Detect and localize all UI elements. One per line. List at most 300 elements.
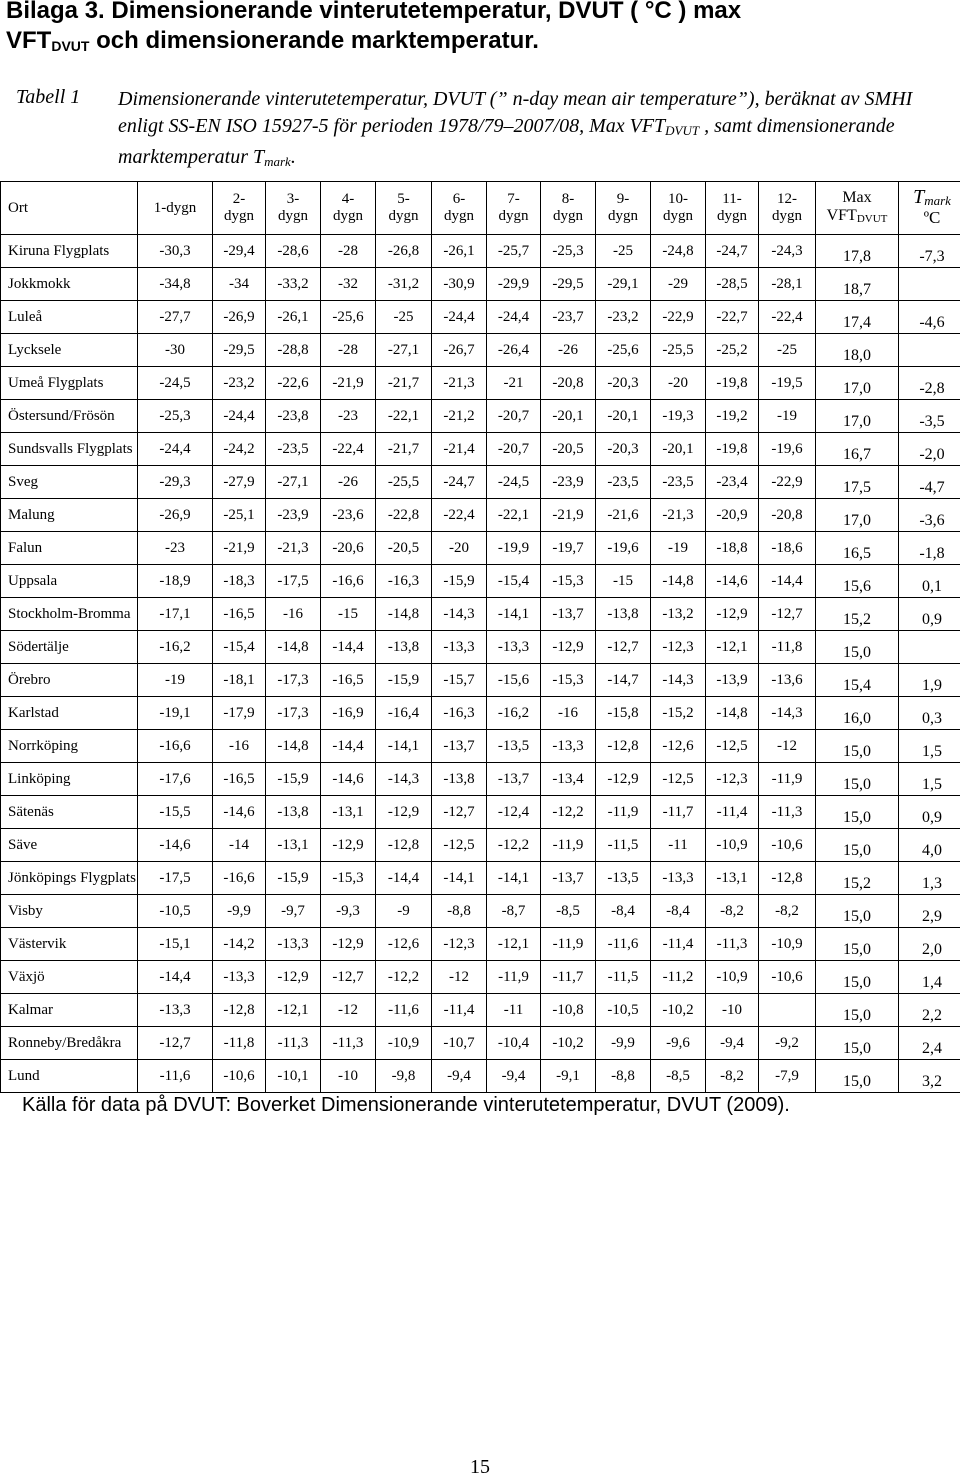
cell-ort: Linköping <box>1 763 138 796</box>
cell-dygn-9: -11,9 <box>596 796 651 829</box>
cell-dygn-10: -15,2 <box>651 697 706 730</box>
cell-dygn-8: -11,9 <box>541 928 596 961</box>
cell-dygn-11: -8,2 <box>706 1060 759 1093</box>
cell-max-vft: 16,0 <box>816 697 899 730</box>
cell-dygn-2: -12,8 <box>213 994 266 1027</box>
cell-t-mark: -2,8 <box>899 367 960 400</box>
cell-dygn-1: -30,3 <box>138 235 213 268</box>
cell-dygn-1: -25,3 <box>138 400 213 433</box>
cell-dygn-11: -14,8 <box>706 697 759 730</box>
cell-dygn-1: -17,1 <box>138 598 213 631</box>
cell-dygn-9: -8,4 <box>596 895 651 928</box>
cell-dygn-7: -9,4 <box>487 1060 541 1093</box>
cell-ort: Visby <box>1 895 138 928</box>
cell-dygn-10: -11,7 <box>651 796 706 829</box>
cell-dygn-11: -25,2 <box>706 334 759 367</box>
cell-dygn-12 <box>759 994 816 1027</box>
cell-t-mark: 0,3 <box>899 697 960 730</box>
cell-t-mark <box>899 334 960 367</box>
cell-dygn-9: -13,5 <box>596 862 651 895</box>
cell-dygn-5: -12,9 <box>376 796 432 829</box>
cell-dygn-9: -13,8 <box>596 598 651 631</box>
cell-dygn-3: -16 <box>266 598 321 631</box>
cell-dygn-1: -18,9 <box>138 565 213 598</box>
table-row <box>1 796 960 829</box>
cell-dygn-10: -12,3 <box>651 631 706 664</box>
table-row <box>1 367 960 400</box>
cell-dygn-6: -13,8 <box>432 763 487 796</box>
cell-max-vft: 15,6 <box>816 565 899 598</box>
cell-dygn-9: -23,5 <box>596 466 651 499</box>
cell-dygn-4: -12,9 <box>321 928 376 961</box>
cell-max-vft: 17,0 <box>816 499 899 532</box>
cell-max-vft: 17,8 <box>816 235 899 268</box>
cell-dygn-12: -20,8 <box>759 499 816 532</box>
cell-dygn-8: -20,5 <box>541 433 596 466</box>
table-row <box>1 895 960 928</box>
cell-t-mark: 1,5 <box>899 763 960 796</box>
cell-dygn-8: -15,3 <box>541 664 596 697</box>
cell-dygn-8: -20,1 <box>541 400 596 433</box>
cell-dygn-12: -28,1 <box>759 268 816 301</box>
cell-dygn-2: -23,2 <box>213 367 266 400</box>
cell-dygn-8: -20,8 <box>541 367 596 400</box>
cell-dygn-1: -15,1 <box>138 928 213 961</box>
cell-dygn-2: -16,5 <box>213 763 266 796</box>
cell-dygn-8: -19,7 <box>541 532 596 565</box>
cell-dygn-9: -12,9 <box>596 763 651 796</box>
col-header-6-dygn: 6- dygn <box>432 182 487 235</box>
cell-dygn-4: -21,9 <box>321 367 376 400</box>
cell-max-vft: 16,7 <box>816 433 899 466</box>
cell-dygn-7: -13,3 <box>487 631 541 664</box>
cell-dygn-9: -23,2 <box>596 301 651 334</box>
cell-dygn-9: -14,7 <box>596 664 651 697</box>
cell-dygn-1: -16,6 <box>138 730 213 763</box>
cell-dygn-9: -11,5 <box>596 961 651 994</box>
cell-dygn-8: -12,9 <box>541 631 596 664</box>
cell-dygn-4: -16,5 <box>321 664 376 697</box>
cell-dygn-6: -9,4 <box>432 1060 487 1093</box>
cell-dygn-8: -23,7 <box>541 301 596 334</box>
table-row <box>1 1060 960 1093</box>
cell-dygn-8: -10,2 <box>541 1027 596 1060</box>
cell-dygn-3: -14,8 <box>266 631 321 664</box>
col-header-3-dygn: 3- dygn <box>266 182 321 235</box>
cell-dygn-6: -16,3 <box>432 697 487 730</box>
cell-dygn-4: -23 <box>321 400 376 433</box>
cell-dygn-12: -19,5 <box>759 367 816 400</box>
table-row <box>1 235 960 268</box>
cell-ort: Uppsala <box>1 565 138 598</box>
cell-dygn-11: -8,2 <box>706 895 759 928</box>
table-row <box>1 829 960 862</box>
cell-max-vft: 15,4 <box>816 664 899 697</box>
cell-dygn-4: -15 <box>321 598 376 631</box>
cell-dygn-8: -26 <box>541 334 596 367</box>
cell-dygn-4: -28 <box>321 334 376 367</box>
cell-dygn-6: -21,3 <box>432 367 487 400</box>
cell-dygn-5: -31,2 <box>376 268 432 301</box>
cell-t-mark <box>899 631 960 664</box>
cell-dygn-11: -20,9 <box>706 499 759 532</box>
cell-max-vft: 18,0 <box>816 334 899 367</box>
cell-dygn-6: -26,7 <box>432 334 487 367</box>
cell-dygn-12: -13,6 <box>759 664 816 697</box>
cell-dygn-5: -14,3 <box>376 763 432 796</box>
cell-dygn-4: -25,6 <box>321 301 376 334</box>
cell-dygn-6: -15,9 <box>432 565 487 598</box>
cell-dygn-11: -28,5 <box>706 268 759 301</box>
col-header-7-dygn: 7- dygn <box>487 182 541 235</box>
cell-dygn-9: -25 <box>596 235 651 268</box>
cell-dygn-9: -15,8 <box>596 697 651 730</box>
cell-dygn-11: -22,7 <box>706 301 759 334</box>
cell-dygn-11: -11,3 <box>706 928 759 961</box>
cell-dygn-10: -13,2 <box>651 598 706 631</box>
cell-t-mark: 2,0 <box>899 928 960 961</box>
cell-dygn-1: -13,3 <box>138 994 213 1027</box>
cell-t-mark <box>899 268 960 301</box>
cell-dygn-5: -21,7 <box>376 433 432 466</box>
cell-dygn-10: -8,4 <box>651 895 706 928</box>
cell-dygn-6: -21,4 <box>432 433 487 466</box>
cell-dygn-12: -10,6 <box>759 829 816 862</box>
cell-dygn-5: -9 <box>376 895 432 928</box>
cell-dygn-3: -23,9 <box>266 499 321 532</box>
cell-dygn-2: -17,9 <box>213 697 266 730</box>
col-header-8-dygn: 8- dygn <box>541 182 596 235</box>
cell-dygn-12: -11,9 <box>759 763 816 796</box>
cell-max-vft: 15,0 <box>816 796 899 829</box>
cell-dygn-2: -11,8 <box>213 1027 266 1060</box>
cell-ort: Örebro <box>1 664 138 697</box>
cell-dygn-2: -29,5 <box>213 334 266 367</box>
cell-ort: Luleå <box>1 301 138 334</box>
cell-dygn-2: -14,2 <box>213 928 266 961</box>
cell-t-mark: -7,3 <box>899 235 960 268</box>
cell-dygn-6: -12,7 <box>432 796 487 829</box>
cell-dygn-5: -12,8 <box>376 829 432 862</box>
cell-dygn-5: -26,8 <box>376 235 432 268</box>
cell-max-vft: 15,0 <box>816 895 899 928</box>
cell-dygn-3: -11,3 <box>266 1027 321 1060</box>
table-row <box>1 631 960 664</box>
cell-dygn-3: -26,1 <box>266 301 321 334</box>
cell-dygn-5: -10,9 <box>376 1027 432 1060</box>
cell-dygn-7: -24,5 <box>487 466 541 499</box>
page-number: 15 <box>470 1456 490 1478</box>
cell-dygn-10: -19 <box>651 532 706 565</box>
cell-dygn-11: -10 <box>706 994 759 1027</box>
cell-max-vft: 15,2 <box>816 598 899 631</box>
cell-dygn-5: -13,8 <box>376 631 432 664</box>
cell-dygn-3: -21,3 <box>266 532 321 565</box>
cell-t-mark: 1,9 <box>899 664 960 697</box>
cell-dygn-12: -10,6 <box>759 961 816 994</box>
cell-dygn-3: -27,1 <box>266 466 321 499</box>
heading-line-1: Bilaga 3. Dimensionerande vinterutetemperatur, DVUT ( °C ) max <box>6 0 742 24</box>
cell-dygn-6: -11,4 <box>432 994 487 1027</box>
table-row <box>1 532 960 565</box>
cell-t-mark: 2,9 <box>899 895 960 928</box>
cell-dygn-11: -13,9 <box>706 664 759 697</box>
cell-dygn-4: -14,4 <box>321 631 376 664</box>
cell-ort: Falun <box>1 532 138 565</box>
cell-dygn-12: -18,6 <box>759 532 816 565</box>
cell-dygn-12: -24,3 <box>759 235 816 268</box>
cell-dygn-3: -12,9 <box>266 961 321 994</box>
table-row <box>1 730 960 763</box>
cell-dygn-8: -10,8 <box>541 994 596 1027</box>
cell-dygn-10: -14,3 <box>651 664 706 697</box>
cell-dygn-5: -14,1 <box>376 730 432 763</box>
cell-dygn-1: -14,4 <box>138 961 213 994</box>
cell-dygn-4: -13,1 <box>321 796 376 829</box>
cell-ort: Umeå Flygplats <box>1 367 138 400</box>
cell-ort: Östersund/Frösön <box>1 400 138 433</box>
cell-dygn-3: -23,5 <box>266 433 321 466</box>
cell-dygn-6: -12,5 <box>432 829 487 862</box>
cell-dygn-2: -16,5 <box>213 598 266 631</box>
cell-dygn-11: -11,4 <box>706 796 759 829</box>
cell-max-vft: 17,0 <box>816 367 899 400</box>
cell-dygn-7: -14,1 <box>487 862 541 895</box>
heading-line-2 <box>6 26 741 61</box>
cell-dygn-11: -10,9 <box>706 829 759 862</box>
cell-dygn-12: -12,8 <box>759 862 816 895</box>
cell-dygn-1: -19,1 <box>138 697 213 730</box>
cell-max-vft: 16,5 <box>816 532 899 565</box>
cell-dygn-1: -17,6 <box>138 763 213 796</box>
cell-dygn-7: -14,1 <box>487 598 541 631</box>
cell-dygn-6: -12 <box>432 961 487 994</box>
cell-dygn-2: -9,9 <box>213 895 266 928</box>
table-row <box>1 763 960 796</box>
cell-dygn-5: -14,4 <box>376 862 432 895</box>
cell-dygn-7: -21 <box>487 367 541 400</box>
cell-dygn-10: -12,5 <box>651 763 706 796</box>
cell-max-vft: 15,0 <box>816 1027 899 1060</box>
cell-dygn-4: -9,3 <box>321 895 376 928</box>
cell-dygn-8: -13,3 <box>541 730 596 763</box>
cell-dygn-2: -24,2 <box>213 433 266 466</box>
cell-dygn-12: -22,9 <box>759 466 816 499</box>
cell-dygn-3: -9,7 <box>266 895 321 928</box>
cell-dygn-9: -11,5 <box>596 829 651 862</box>
cell-max-vft: 15,2 <box>816 862 899 895</box>
table-row <box>1 961 960 994</box>
cell-dygn-8: -15,3 <box>541 565 596 598</box>
cell-max-vft: 17,0 <box>816 400 899 433</box>
cell-t-mark: -3,5 <box>899 400 960 433</box>
cell-dygn-3: -10,1 <box>266 1060 321 1093</box>
cell-ort: Säve <box>1 829 138 862</box>
col-header-1-dygn: 1-dygn <box>138 182 213 235</box>
cell-dygn-1: -14,6 <box>138 829 213 862</box>
cell-dygn-9: -25,6 <box>596 334 651 367</box>
cell-t-mark: -4,6 <box>899 301 960 334</box>
table-row <box>1 499 960 532</box>
cell-dygn-12: -11,8 <box>759 631 816 664</box>
cell-dygn-7: -12,4 <box>487 796 541 829</box>
cell-dygn-8: -12,2 <box>541 796 596 829</box>
col-header-12-dygn: 12- dygn <box>759 182 816 235</box>
cell-dygn-1: -17,5 <box>138 862 213 895</box>
cell-dygn-4: -23,6 <box>321 499 376 532</box>
cell-dygn-7: -29,9 <box>487 268 541 301</box>
cell-dygn-3: -14,8 <box>266 730 321 763</box>
cell-dygn-1: -23 <box>138 532 213 565</box>
cell-dygn-11: -12,9 <box>706 598 759 631</box>
cell-dygn-8: -11,9 <box>541 829 596 862</box>
cell-dygn-8: -13,7 <box>541 598 596 631</box>
cell-t-mark: -4,7 <box>899 466 960 499</box>
cell-dygn-2: -18,3 <box>213 565 266 598</box>
cell-dygn-9: -19,6 <box>596 532 651 565</box>
cell-t-mark: -2,0 <box>899 433 960 466</box>
cell-dygn-9: -8,8 <box>596 1060 651 1093</box>
cell-dygn-5: -25,5 <box>376 466 432 499</box>
table-row <box>1 697 960 730</box>
cell-dygn-10: -22,9 <box>651 301 706 334</box>
cell-dygn-4: -15,3 <box>321 862 376 895</box>
cell-dygn-5: -21,7 <box>376 367 432 400</box>
cell-dygn-3: -23,8 <box>266 400 321 433</box>
table-row <box>1 862 960 895</box>
table-row <box>1 928 960 961</box>
cell-dygn-1: -12,7 <box>138 1027 213 1060</box>
cell-max-vft: 18,7 <box>816 268 899 301</box>
cell-max-vft: 15,0 <box>816 631 899 664</box>
table-row <box>1 1027 960 1060</box>
cell-dygn-2: -16 <box>213 730 266 763</box>
cell-dygn-3: -15,9 <box>266 763 321 796</box>
cell-t-mark: 2,2 <box>899 994 960 1027</box>
cell-dygn-10: -9,6 <box>651 1027 706 1060</box>
cell-dygn-12: -12,7 <box>759 598 816 631</box>
cell-dygn-2: -29,4 <box>213 235 266 268</box>
cell-dygn-12: -22,4 <box>759 301 816 334</box>
cell-ort: Stockholm-Bromma <box>1 598 138 631</box>
cell-dygn-6: -22,4 <box>432 499 487 532</box>
cell-dygn-8: -13,7 <box>541 862 596 895</box>
cell-dygn-1: -30 <box>138 334 213 367</box>
cell-dygn-6: -13,3 <box>432 631 487 664</box>
cell-dygn-7: -15,4 <box>487 565 541 598</box>
cell-t-mark: -1,8 <box>899 532 960 565</box>
cell-dygn-3: -17,3 <box>266 664 321 697</box>
cell-dygn-5: -16,3 <box>376 565 432 598</box>
col-header-9-dygn: 9- dygn <box>596 182 651 235</box>
cell-ort: Kiruna Flygplats <box>1 235 138 268</box>
cell-dygn-3: -33,2 <box>266 268 321 301</box>
cell-dygn-2: -34 <box>213 268 266 301</box>
cell-dygn-4: -26 <box>321 466 376 499</box>
cell-dygn-4: -14,4 <box>321 730 376 763</box>
cell-dygn-7: -24,4 <box>487 301 541 334</box>
cell-dygn-9: -12,7 <box>596 631 651 664</box>
cell-dygn-9: -21,6 <box>596 499 651 532</box>
cell-dygn-2: -16,6 <box>213 862 266 895</box>
cell-t-mark: 0,9 <box>899 598 960 631</box>
cell-dygn-9: -29,1 <box>596 268 651 301</box>
cell-dygn-5: -12,2 <box>376 961 432 994</box>
cell-dygn-9: -15 <box>596 565 651 598</box>
cell-ort: Jönköpings Flygplats <box>1 862 138 895</box>
cell-dygn-7: -11 <box>487 994 541 1027</box>
cell-dygn-2: -10,6 <box>213 1060 266 1093</box>
cell-dygn-4: -14,6 <box>321 763 376 796</box>
cell-t-mark: 2,4 <box>899 1027 960 1060</box>
cell-dygn-6: -20 <box>432 532 487 565</box>
cell-dygn-12: -19,6 <box>759 433 816 466</box>
cell-dygn-12: -14,4 <box>759 565 816 598</box>
source-note: Källa för data på DVUT: Boverket Dimensionerande vinterutetemperatur, DVUT (2009). <box>22 1094 790 1116</box>
cell-dygn-4: -12,7 <box>321 961 376 994</box>
cell-dygn-7: -20,7 <box>487 400 541 433</box>
cell-dygn-5: -14,8 <box>376 598 432 631</box>
table-row <box>1 433 960 466</box>
cell-dygn-12: -12 <box>759 730 816 763</box>
cell-dygn-12: -8,2 <box>759 895 816 928</box>
cell-dygn-1: -15,5 <box>138 796 213 829</box>
cell-ort: Södertälje <box>1 631 138 664</box>
cell-dygn-8: -21,9 <box>541 499 596 532</box>
cell-dygn-6: -24,7 <box>432 466 487 499</box>
cell-dygn-6: -15,7 <box>432 664 487 697</box>
cell-dygn-8: -16 <box>541 697 596 730</box>
cell-t-mark: 1,3 <box>899 862 960 895</box>
table-row <box>1 565 960 598</box>
cell-dygn-1: -16,2 <box>138 631 213 664</box>
cell-dygn-6: -14,3 <box>432 598 487 631</box>
cell-dygn-2: -27,9 <box>213 466 266 499</box>
cell-dygn-11: -19,2 <box>706 400 759 433</box>
cell-dygn-6: -30,9 <box>432 268 487 301</box>
cell-max-vft: 15,0 <box>816 961 899 994</box>
cell-dygn-9: -11,6 <box>596 928 651 961</box>
cell-dygn-9: -12,8 <box>596 730 651 763</box>
cell-dygn-7: -19,9 <box>487 532 541 565</box>
cell-ort: Ronneby/Bredåkra <box>1 1027 138 1060</box>
cell-max-vft: 15,0 <box>816 829 899 862</box>
cell-dygn-12: -25 <box>759 334 816 367</box>
cell-dygn-8: -11,7 <box>541 961 596 994</box>
col-header-max-vft: Max $VFT_{DVUT}$ <box>816 182 899 235</box>
heading-line-2-rest: och dimensionerande marktemperatur. <box>89 27 539 54</box>
cell-t-mark: -3,6 <box>899 499 960 532</box>
cell-dygn-7: -15,6 <box>487 664 541 697</box>
table-caption: Dimensionerande vinterutetemperatur, DVUT (” n-day mean air temperature”), beräknat av SMHI enligt SS-EN ISO 15927-5 för perioden 1978/79–2007/08, Max $VFT_{DVUT}$ , samt dimensionerande marktemperatur $T_{mark}$. <box>118 88 913 169</box>
cell-dygn-3: -13,8 <box>266 796 321 829</box>
cell-dygn-4: -16,9 <box>321 697 376 730</box>
cell-dygn-11: -10,9 <box>706 961 759 994</box>
cell-dygn-10: -25,5 <box>651 334 706 367</box>
cell-dygn-11: -9,4 <box>706 1027 759 1060</box>
col-header-t-mark: $T_{mark}$ ºC <box>899 182 960 235</box>
cell-dygn-1: -29,3 <box>138 466 213 499</box>
cell-dygn-5: -12,6 <box>376 928 432 961</box>
cell-dygn-1: -24,5 <box>138 367 213 400</box>
cell-dygn-2: -25,1 <box>213 499 266 532</box>
cell-dygn-3: -22,6 <box>266 367 321 400</box>
cell-dygn-8: -23,9 <box>541 466 596 499</box>
cell-ort: Sveg <box>1 466 138 499</box>
cell-dygn-10: -21,3 <box>651 499 706 532</box>
cell-dygn-7: -12,2 <box>487 829 541 862</box>
cell-dygn-12: -19 <box>759 400 816 433</box>
